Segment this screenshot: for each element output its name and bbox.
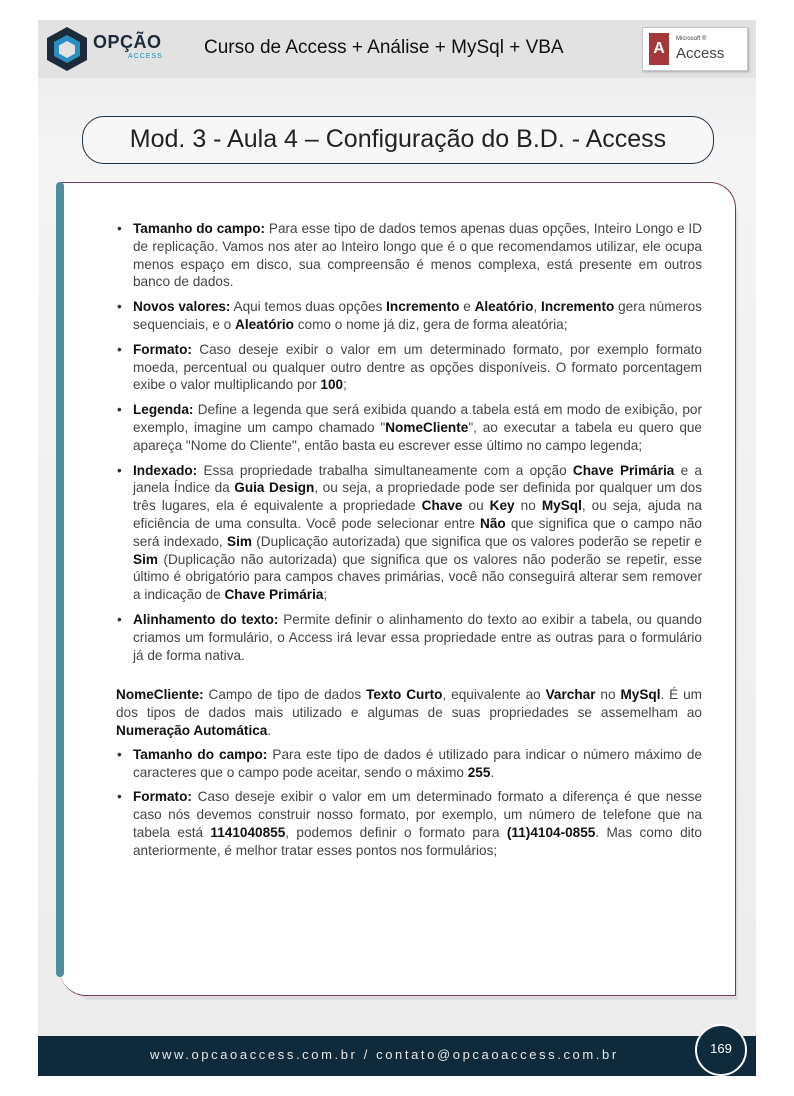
property-list-1 <box>116 220 702 664</box>
list-item: • Formato: Caso deseje exibir o valor em um determinado formato a diferença é que nesse caso nós devemos construir nosso formato, por exemplo, um número de telefone que na tabela está 1141040855, podemos definir o formato para (11)4104-0855. Mas como dito anteriormente, é melhor tratar esses pontos nos formulários; <box>116 788 702 859</box>
page-number: 169 <box>695 1024 747 1076</box>
property-list-2 <box>116 746 702 860</box>
hexagon-logo-icon <box>46 26 88 72</box>
page <box>38 20 756 1076</box>
access-badge <box>642 27 748 71</box>
opcao-logo <box>46 26 166 72</box>
access-label: Access <box>676 45 725 62</box>
list-item: • Alinhamento do texto: Permite definir o alinhamento do texto ao exibir a tabela, ou quando criamos um formulário, o Access irá levar essa propriedade entre as outras para o formulário já de forma nativa. <box>116 611 702 664</box>
list-item: • Formato: Caso deseje exibir o valor em um determinado formato, por exemplo formato moeda, percentual ou qualquer outro dentre as opções disponíveis. O formato porcentagem exibe o valor multiplicando por 100; <box>116 341 702 394</box>
microsoft-label: Microsoft ® <box>676 36 707 42</box>
course-title: Curso de Access + Análise + MySql + VBA <box>204 37 564 58</box>
card-accent-bar <box>56 182 64 977</box>
access-logo-icon: A <box>649 33 669 65</box>
footer <box>38 1036 756 1076</box>
list-item: • Legenda: Define a legenda que será exibida quando a tabela está em modo de exibição, por exemplo, imagine um campo chamado "NomeCliente", ao executar a tabela eu quero que apareça "Nome do Cliente", então basta eu escrever esse último no campo legenda; <box>116 401 702 454</box>
nomecliente-paragraph: NomeCliente: Campo de tipo de dados Texto Curto, equivalente ao Varchar no MySql. É um dos tipos de dados mais utilizado e algumas de suas propriedades se assemelham ao Numeração Automática. <box>116 687 703 738</box>
logo-text: OPÇÃO <box>93 32 162 52</box>
list-item: • Indexado: Essa propriedade trabalha simultaneamente com a opção Chave Primária e a janela Índice da Guia Design, ou seja, a propriedade pode ser definida por qualquer um dos três lugares, ela é equivalente a propriedade Chave ou Key no MySql, ou seja, ajuda na eficiência de uma consulta. Você pode selecionar entre Não que significa que o campo não será indexado, Sim (Duplicação autorizada) que significa que os valores poderão se repetir e Sim (Duplicação não autorizada) que significa que os valores não poderão se repetir, esse último é obrigatório para campos chaves primárias, você não conseguirá alterar sem remover a indicação de Chave Primária; <box>116 462 702 604</box>
module-title: Mod. 3 - Aula 4 – Configuração do B.D. - Access <box>82 116 714 164</box>
logo-subtext: ACCESS <box>128 53 163 60</box>
list-item: • Tamanho do campo: Para esse tipo de dados temos apenas duas opções, Inteiro Longo e ID de replicação. Vamos nos ater ao Inteiro longo que é o que recomendamos utilizar, ele ocupa menos espaço em disco, sua compreensão é menos complexa, está presente em outros banco de dados. <box>116 220 702 291</box>
list-item: • Novos valores: Aqui temos duas opções Incremento e Aleatório, Incremento gera números sequenciais, e o Aleatório como o nome já diz, gera de forma aleatória; <box>116 298 702 334</box>
content-body <box>116 220 702 867</box>
footer-contact: www.opcaoaccess.com.br / contato@opcaoaccess.com.br <box>150 1047 619 1062</box>
header <box>38 20 756 78</box>
list-item: • Tamanho do campo: Para este tipo de dados é utilizado para indicar o número máximo de caracteres que o campo pode aceitar, sendo o máximo 255. <box>116 746 702 782</box>
